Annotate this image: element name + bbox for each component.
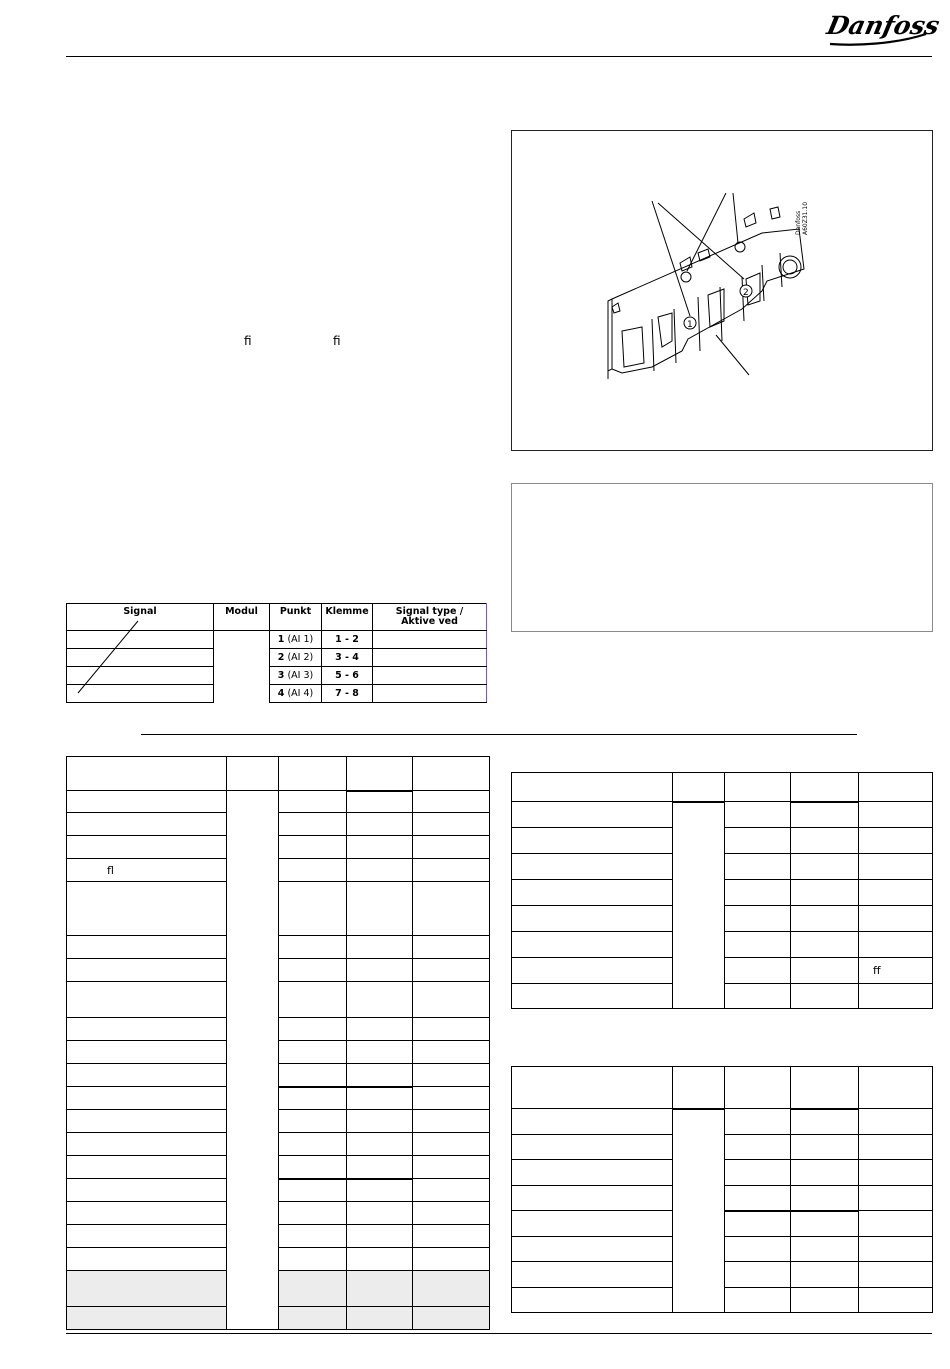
table-row (67, 836, 490, 859)
badge-2: 2 (743, 288, 749, 298)
table-row (67, 1156, 490, 1179)
klemme-value: 1 - 2 (335, 634, 359, 645)
signal-leader-line (66, 603, 490, 693)
table-row (67, 936, 490, 959)
table-row (67, 1225, 490, 1248)
klemme-value: 7 - 8 (335, 688, 359, 699)
table-row (67, 1248, 490, 1271)
main-table (66, 756, 490, 1330)
col-signal-type-line1: Signal type / (395, 606, 464, 617)
text-fragment: ﬂ (107, 863, 114, 877)
punkt-number: 3 (277, 670, 285, 681)
col-signal: Signal (67, 604, 214, 631)
badge-1: 1 (687, 320, 693, 330)
module-figure (512, 131, 932, 450)
col-modul: Modul (214, 604, 270, 631)
table-row (67, 1087, 490, 1110)
drawing-code-bottom: A60Z31.10 (802, 201, 809, 235)
section-divider (141, 734, 857, 735)
punkt-number: 2 (277, 652, 285, 663)
drawing-code-top: Danfoss (795, 210, 802, 235)
signal-table-wrapper (66, 603, 490, 699)
punkt-ai: (AI 3) (287, 670, 314, 681)
table-row (67, 982, 490, 1018)
text-fragment: ﬀ (873, 964, 881, 977)
punkt-number: 1 (277, 634, 285, 645)
table-row (512, 1109, 933, 1135)
punkt-ai: (AI 2) (287, 652, 314, 663)
table-row (67, 1202, 490, 1225)
danfoss-logo (824, 4, 943, 48)
col-klemme: Klemme (322, 604, 373, 631)
table-row (67, 1064, 490, 1087)
table-row (67, 1179, 490, 1202)
punkt-ai: (AI 4) (287, 688, 314, 699)
table-row (67, 1041, 490, 1064)
col-punkt: Punkt (270, 604, 322, 631)
table-row (67, 813, 490, 836)
table-row (67, 959, 490, 982)
figure-box (511, 130, 933, 451)
col-signal-type-line2: Aktive ved (401, 616, 458, 627)
table-row (67, 1110, 490, 1133)
table-row (67, 1307, 490, 1330)
header-rule (66, 56, 932, 57)
right-table-b (511, 1066, 933, 1313)
table-row (67, 859, 490, 882)
table-row (67, 1271, 490, 1307)
table-row (512, 802, 933, 828)
logo-wordmark: Danfoss (824, 10, 943, 40)
klemme-value: 5 - 6 (335, 670, 359, 681)
table-row (67, 791, 490, 813)
note-box (511, 483, 933, 632)
text-fragment: ﬁ (244, 334, 252, 348)
klemme-value: 3 - 4 (335, 652, 359, 663)
table-row (67, 1133, 490, 1156)
footer-rule (66, 1333, 932, 1334)
text-fragment: ﬁ (333, 334, 341, 348)
punkt-number: 4 (277, 688, 285, 699)
table-row (67, 1018, 490, 1041)
right-table-a (511, 772, 933, 1009)
table-row (67, 882, 490, 936)
punkt-ai: (AI 1) (287, 634, 314, 645)
